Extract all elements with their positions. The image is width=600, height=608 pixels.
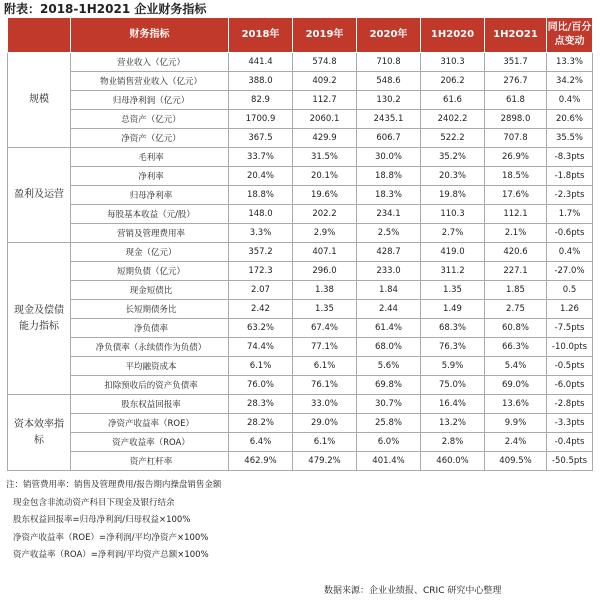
metric-name: 净负债率 [71, 319, 229, 338]
value-cell: 2402.2 [421, 110, 485, 129]
value-cell: -8.3pts [547, 148, 593, 167]
value-cell: 17.6% [485, 186, 547, 205]
value-cell: 2.42 [229, 300, 293, 319]
value-cell: 206.2 [421, 72, 485, 91]
table-row [8, 452, 593, 471]
value-cell: -2.3pts [547, 186, 593, 205]
table-row [8, 205, 593, 224]
metric-name: 长短期债务比 [71, 300, 229, 319]
table-row [8, 148, 593, 167]
value-cell: -2.8pts [547, 395, 593, 414]
value-cell: 5.9% [421, 357, 485, 376]
table-row [8, 376, 593, 395]
group-label: 盈利及运营 [8, 148, 71, 243]
value-cell: 75.0% [421, 376, 485, 395]
value-cell: 29.0% [293, 414, 357, 433]
column-header: 同比/百分点变动 [547, 18, 593, 53]
metric-name: 现金（亿元） [71, 243, 229, 262]
table-row [8, 110, 593, 129]
value-cell: 1.26 [547, 300, 593, 319]
value-cell: -0.4pts [547, 433, 593, 452]
metric-name: 归母净利润（亿元） [71, 91, 229, 110]
table-row [8, 338, 593, 357]
note-line: 股东权益回报率=归母净利润/归母权益×100% [13, 515, 191, 525]
metric-name: 扣除预收后的资产负债率 [71, 376, 229, 395]
value-cell: -50.5pts [547, 452, 593, 471]
value-cell: 1.38 [293, 281, 357, 300]
value-cell: 82.9 [229, 91, 293, 110]
metric-name: 现金短债比 [71, 281, 229, 300]
value-cell: 1.35 [421, 281, 485, 300]
table-row [8, 281, 593, 300]
value-cell: 130.2 [357, 91, 421, 110]
value-cell: 710.8 [357, 53, 421, 72]
metric-name: 每股基本收益（元/股） [71, 205, 229, 224]
value-cell: 13.6% [485, 395, 547, 414]
value-cell: 2.5% [357, 224, 421, 243]
table-row [8, 186, 593, 205]
metric-name: 净资产收益率（ROE） [71, 414, 229, 433]
note-line: 资产收益率（ROA）=净利润/平均资产总额×100% [13, 550, 209, 560]
value-cell: 110.3 [421, 205, 485, 224]
value-cell: 77.1% [293, 338, 357, 357]
value-cell: 18.5% [485, 167, 547, 186]
value-cell: 357.2 [229, 243, 293, 262]
value-cell: 429.9 [293, 129, 357, 148]
value-cell: 172.3 [229, 262, 293, 281]
value-cell: 460.0% [421, 452, 485, 471]
value-cell: 31.5% [293, 148, 357, 167]
value-cell: 67.4% [293, 319, 357, 338]
value-cell: 16.4% [421, 395, 485, 414]
value-cell: 2435.1 [357, 110, 421, 129]
table-row [8, 433, 593, 452]
value-cell: 2.75 [485, 300, 547, 319]
value-cell: 25.8% [357, 414, 421, 433]
value-cell: -0.5pts [547, 357, 593, 376]
value-cell: 13.3% [547, 53, 593, 72]
value-cell: 388.0 [229, 72, 293, 91]
table-row [8, 414, 593, 433]
value-cell: 479.2% [293, 452, 357, 471]
table-row [8, 167, 593, 186]
value-cell: 74.4% [229, 338, 293, 357]
value-cell: 2.44 [357, 300, 421, 319]
table-row [8, 357, 593, 376]
column-header: 1H2O21 [485, 18, 547, 53]
value-cell: 1.85 [485, 281, 547, 300]
value-cell: 33.0% [293, 395, 357, 414]
value-cell: 76.0% [229, 376, 293, 395]
value-cell: 1.84 [357, 281, 421, 300]
value-cell: 409.2 [293, 72, 357, 91]
table-row [8, 319, 593, 338]
value-cell: 233.0 [357, 262, 421, 281]
metric-name: 物业销售营业收入（亿元） [71, 72, 229, 91]
value-cell: 19.8% [421, 186, 485, 205]
value-cell: 68.3% [421, 319, 485, 338]
table-row [8, 72, 593, 91]
value-cell: 5.4% [485, 357, 547, 376]
value-cell: 351.7 [485, 53, 547, 72]
value-cell: 401.4% [357, 452, 421, 471]
value-cell: 419.0 [421, 243, 485, 262]
value-cell: -27.0% [547, 262, 593, 281]
value-cell: 28.3% [229, 395, 293, 414]
note-line: 现金包含非流动资产科目下现金及银行结余 [13, 497, 175, 508]
value-cell: 3.3% [229, 224, 293, 243]
value-cell: -7.5pts [547, 319, 593, 338]
notes [6, 477, 221, 565]
value-cell: 296.0 [293, 262, 357, 281]
value-cell: 2.1% [485, 224, 547, 243]
value-cell: 311.2 [421, 262, 485, 281]
value-cell: 276.7 [485, 72, 547, 91]
metric-name: 股东权益回报率 [71, 395, 229, 414]
metric-name: 归母净利率 [71, 186, 229, 205]
value-cell: 462.9% [229, 452, 293, 471]
value-cell: 63.2% [229, 319, 293, 338]
column-header: 2019年 [293, 18, 357, 53]
table-row [8, 129, 593, 148]
value-cell: 574.8 [293, 53, 357, 72]
value-cell: 5.6% [357, 357, 421, 376]
note-line: 注：销管费用率：销售及管理费用/报告期内操盘销售金额 [6, 480, 222, 490]
table-row [8, 262, 593, 281]
value-cell: 18.8% [229, 186, 293, 205]
value-cell: 18.3% [357, 186, 421, 205]
value-cell: -6.0pts [547, 376, 593, 395]
value-cell: 33.7% [229, 148, 293, 167]
value-cell: 19.6% [293, 186, 357, 205]
value-cell: 18.8% [357, 167, 421, 186]
value-cell: 26.9% [485, 148, 547, 167]
column-header: 财务指标 [71, 18, 229, 53]
table-row [8, 395, 593, 414]
metric-name: 短期负债（亿元） [71, 262, 229, 281]
value-cell: 1.49 [421, 300, 485, 319]
value-cell: 112.7 [293, 91, 357, 110]
table-row [8, 91, 593, 110]
metric-name: 营销及管理费用率 [71, 224, 229, 243]
value-cell: 441.4 [229, 53, 293, 72]
metric-name: 营业收入（亿元） [71, 53, 229, 72]
value-cell: 35.5% [547, 129, 593, 148]
value-cell: 6.1% [293, 433, 357, 452]
metric-name: 净负债率（永续债作为负债） [71, 338, 229, 357]
value-cell: 0.5 [547, 281, 593, 300]
metric-name: 资产收益率（ROA） [71, 433, 229, 452]
table-row [8, 224, 593, 243]
value-cell: 9.9% [485, 414, 547, 433]
column-header: 2020年 [357, 18, 421, 53]
value-cell: -0.6pts [547, 224, 593, 243]
page-title: 附表：2018-1H2021 企业财务指标 [4, 2, 207, 16]
table-header-row [8, 18, 593, 53]
value-cell: 0.4% [547, 91, 593, 110]
column-header: 1H2020 [421, 18, 485, 53]
value-cell: -3.3pts [547, 414, 593, 433]
value-cell: 234.1 [357, 205, 421, 224]
metric-name: 净资产（亿元） [71, 129, 229, 148]
table-row [8, 243, 593, 262]
metric-name: 资产杠杆率 [71, 452, 229, 471]
value-cell: 76.3% [421, 338, 485, 357]
value-cell: 20.4% [229, 167, 293, 186]
value-cell: 60.8% [485, 319, 547, 338]
value-cell: 2.7% [421, 224, 485, 243]
group-label: 规模 [8, 53, 71, 148]
value-cell: 227.1 [485, 262, 547, 281]
value-cell: 2.8% [421, 433, 485, 452]
value-cell: 148.0 [229, 205, 293, 224]
value-cell: 606.7 [357, 129, 421, 148]
value-cell: 76.1% [293, 376, 357, 395]
header-blank-cell [8, 18, 71, 53]
value-cell: 6.1% [229, 357, 293, 376]
value-cell: 0.4% [547, 243, 593, 262]
source-note: 数据来源：企业业绩报、CRIC 研究中心整理 [324, 586, 502, 596]
value-cell: 428.7 [357, 243, 421, 262]
value-cell: 61.4% [357, 319, 421, 338]
value-cell: 68.0% [357, 338, 421, 357]
note-line: 净资产收益率（ROE）=净利润/平均净资产×100% [13, 532, 209, 543]
value-cell: 420.6 [485, 243, 547, 262]
value-cell: 20.1% [293, 167, 357, 186]
value-cell: 548.6 [357, 72, 421, 91]
value-cell: 2.4% [485, 433, 547, 452]
value-cell: 202.2 [293, 205, 357, 224]
value-cell: 2.07 [229, 281, 293, 300]
value-cell: 707.8 [485, 129, 547, 148]
value-cell: 6.1% [293, 357, 357, 376]
value-cell: 30.7% [357, 395, 421, 414]
value-cell: 2.9% [293, 224, 357, 243]
value-cell: 367.5 [229, 129, 293, 148]
metric-name: 总资产（亿元） [71, 110, 229, 129]
value-cell: 69.8% [357, 376, 421, 395]
metric-name: 毛利率 [71, 148, 229, 167]
value-cell: -1.8pts [547, 167, 593, 186]
value-cell: 2898.0 [485, 110, 547, 129]
value-cell: 61.6 [421, 91, 485, 110]
value-cell: -10.0pts [547, 338, 593, 357]
value-cell: 310.3 [421, 53, 485, 72]
group-label: 现金及偿债能力指标 [8, 243, 71, 395]
table-body [8, 53, 593, 471]
table-row [8, 53, 593, 72]
value-cell: 1700.9 [229, 110, 293, 129]
value-cell: 20.6% [547, 110, 593, 129]
metric-name: 平均融资成本 [71, 357, 229, 376]
value-cell: 409.5% [485, 452, 547, 471]
value-cell: 522.2 [421, 129, 485, 148]
value-cell: 6.0% [357, 433, 421, 452]
value-cell: 13.2% [421, 414, 485, 433]
value-cell: 66.3% [485, 338, 547, 357]
value-cell: 112.1 [485, 205, 547, 224]
value-cell: 6.4% [229, 433, 293, 452]
value-cell: 20.3% [421, 167, 485, 186]
value-cell: 2060.1 [293, 110, 357, 129]
metric-name: 净利率 [71, 167, 229, 186]
financial-table [7, 17, 593, 471]
value-cell: 28.2% [229, 414, 293, 433]
table-row [8, 300, 593, 319]
value-cell: 34.2% [547, 72, 593, 91]
value-cell: 407.1 [293, 243, 357, 262]
value-cell: 61.8 [485, 91, 547, 110]
value-cell: 35.2% [421, 148, 485, 167]
value-cell: 30.0% [357, 148, 421, 167]
group-label: 资本效率指标 [8, 395, 71, 471]
value-cell: 1.35 [293, 300, 357, 319]
value-cell: 1.7% [547, 205, 593, 224]
value-cell: 69.0% [485, 376, 547, 395]
column-header: 2018年 [229, 18, 293, 53]
